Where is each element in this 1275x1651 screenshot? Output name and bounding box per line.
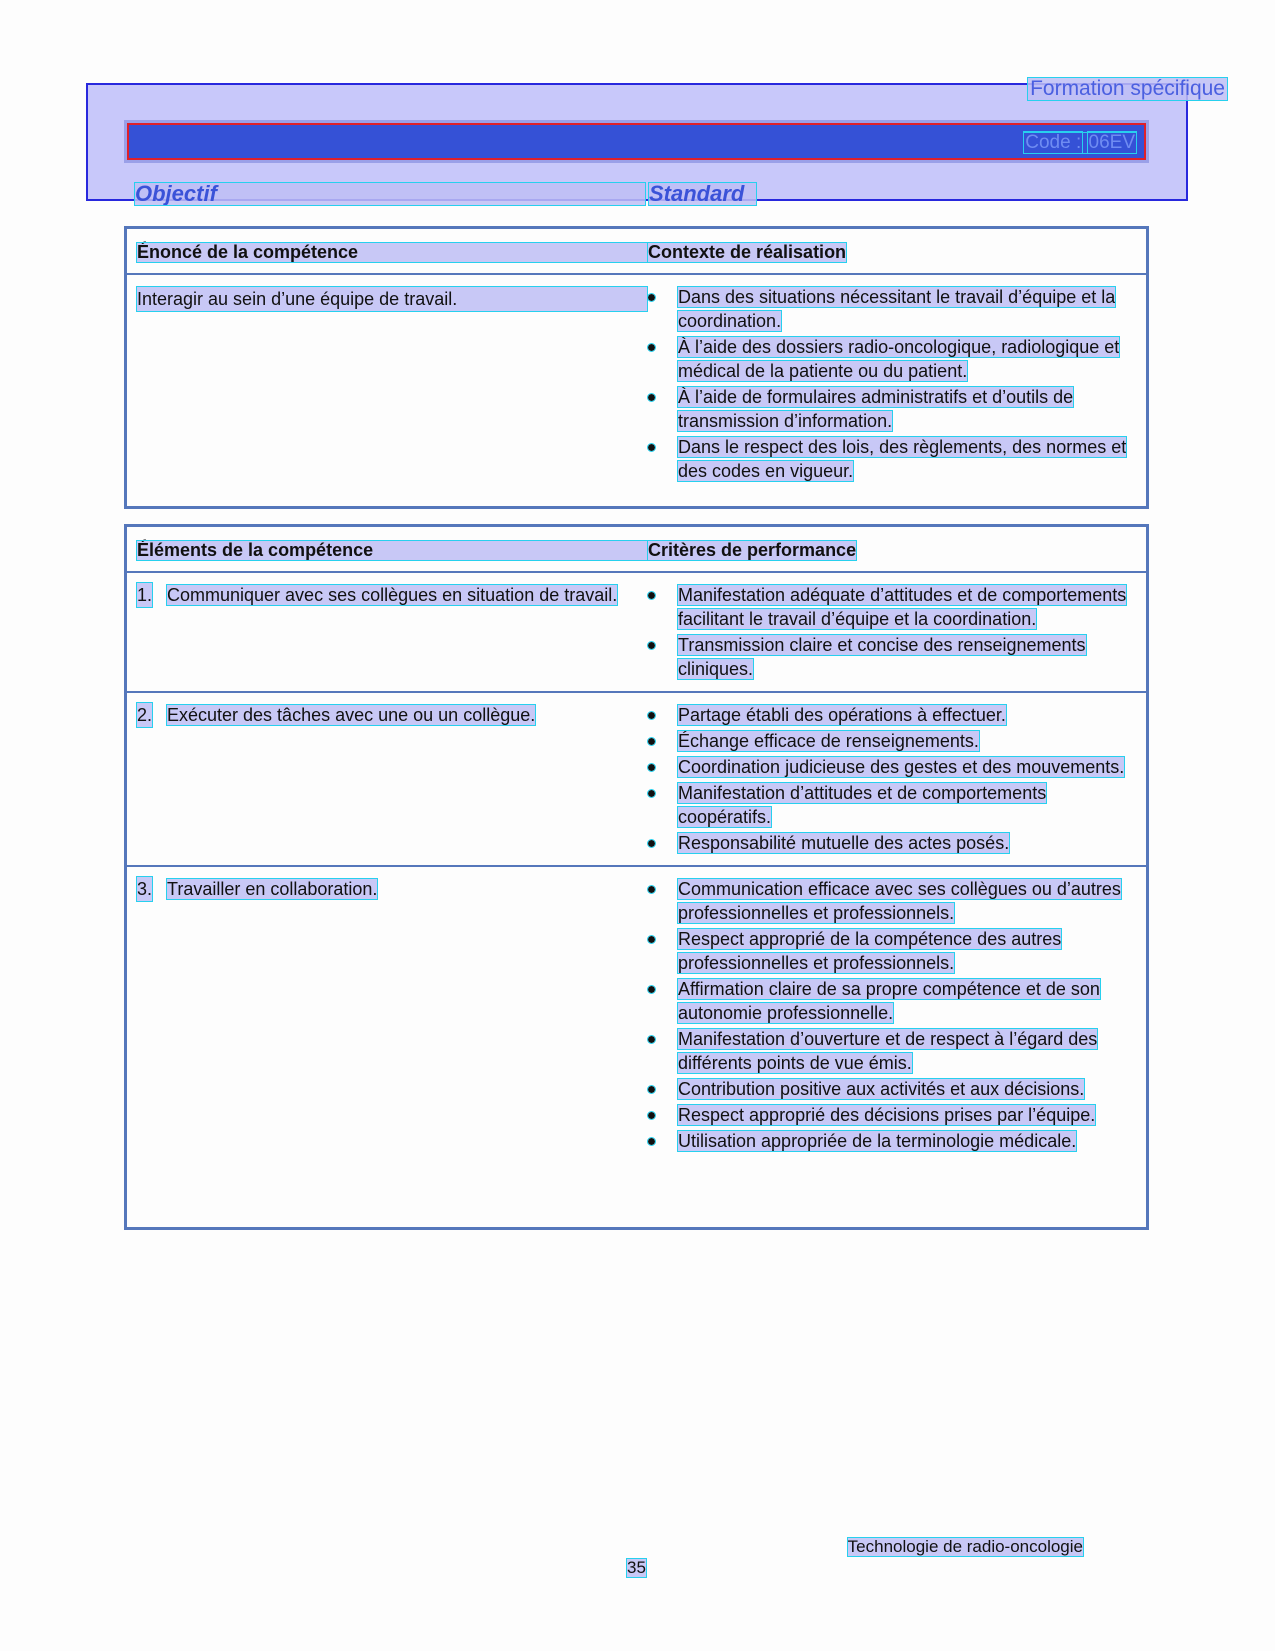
bullet-icon <box>648 1112 655 1119</box>
code-bar <box>124 120 1149 163</box>
element-item <box>137 703 647 727</box>
objective-label <box>135 183 645 205</box>
element-item <box>137 583 647 607</box>
criterion-item <box>648 927 1128 975</box>
competence-statement: Interagir au sein d’une équipe de travail. <box>137 287 647 311</box>
footer-program: Technologie de radio-oncologie <box>847 1537 1083 1556</box>
context-item-text: À l’aide de formulaires administratifs et d’outils de transmission d’information. <box>678 387 1074 431</box>
context-item-text: Dans des situations nécessitant le travail d’équipe et la coordination. <box>678 287 1116 331</box>
elements-rows <box>127 573 1146 1163</box>
element-row <box>127 573 1146 693</box>
context-heading: Contexte de réalisation <box>648 242 847 262</box>
criterion-text: Coordination judicieuse des gestes et des mouvements. <box>678 757 1125 777</box>
competence-statement-box <box>124 226 1149 509</box>
bullet-icon <box>648 790 655 797</box>
element-number: 1. <box>137 585 153 605</box>
context-item <box>648 335 1128 383</box>
bullet-icon <box>648 764 655 771</box>
context-item <box>648 285 1128 333</box>
criterion-item <box>648 583 1128 631</box>
element-text: Communiquer avec ses collègues en situation de travail. <box>167 585 618 605</box>
bullet-icon <box>648 444 655 451</box>
criterion-text: Affirmation claire de sa propre compétence et de son autonomie professionnelle. <box>678 979 1100 1023</box>
bullet-icon <box>648 1138 655 1145</box>
criterion-text: Respect approprié des décisions prises par l’équipe. <box>678 1105 1096 1125</box>
bullet-icon <box>648 294 655 301</box>
context-item-text: Dans le respect des lois, des règlements, des normes et des codes en vigueur. <box>678 437 1127 481</box>
objective-label-text: Objectif <box>135 181 217 206</box>
bullet-icon <box>648 886 655 893</box>
bullet-icon <box>648 738 655 745</box>
criterion-item <box>648 1077 1128 1101</box>
standard-label-text: Standard <box>649 181 745 206</box>
criterion-item <box>648 729 1128 753</box>
element-row <box>127 693 1146 867</box>
criterion-item <box>648 633 1128 681</box>
criterion-text: Contribution positive aux activités et aux décisions. <box>678 1079 1085 1099</box>
competence-row <box>127 275 1146 493</box>
criterion-item <box>648 755 1128 779</box>
bullet-icon <box>648 712 655 719</box>
criteria-heading: Critères de performance <box>648 540 857 560</box>
element-number: 2. <box>137 705 153 725</box>
criterion-text: Manifestation d’attitudes et de comportements coopératifs. <box>678 783 1047 827</box>
elements-box-header <box>127 527 1146 573</box>
criterion-text: Manifestation adéquate d’attitudes et de comportements facilitant le travail d’équipe et la coordination. <box>678 585 1127 629</box>
page-number: 35 <box>627 1558 646 1577</box>
criteria-list <box>648 573 1128 691</box>
standard-label <box>649 183 756 205</box>
criterion-text: Transmission claire et concise des renseignements cliniques. <box>678 635 1086 679</box>
criterion-item <box>648 1103 1128 1127</box>
bullet-icon <box>648 1086 655 1093</box>
criterion-text: Échange efficace de renseignements. <box>678 731 979 751</box>
criterion-item <box>648 1129 1128 1153</box>
bullet-icon <box>648 344 655 351</box>
element-text: Exécuter des tâches avec une ou un collègue. <box>167 705 536 725</box>
criterion-item <box>648 1027 1128 1075</box>
bullet-icon <box>648 1036 655 1043</box>
criterion-text: Partage établi des opérations à effectuer. <box>678 705 1006 725</box>
criterion-text: Manifestation d’ouverture et de respect à l’égard des différents points de vue émis. <box>678 1029 1098 1073</box>
criterion-text: Utilisation appropriée de la terminologie médicale. <box>678 1131 1077 1151</box>
code-bar-inner <box>127 123 1146 160</box>
criterion-item <box>648 781 1128 829</box>
bullet-icon <box>648 936 655 943</box>
element-text: Travailler en collaboration. <box>167 879 378 899</box>
criteria-list <box>648 693 1128 865</box>
criterion-text: Responsabilité mutuelle des actes posés. <box>678 833 1010 853</box>
context-list <box>648 275 1128 493</box>
bullet-icon <box>648 986 655 993</box>
competence-box-header <box>127 229 1146 275</box>
criterion-text: Respect approprié de la compétence des autres professionnelles et professionnels. <box>678 929 1062 973</box>
context-item-text: À l’aide des dossiers radio-oncologique, radiologique et médical de la patiente ou du patient. <box>678 337 1120 381</box>
bullet-icon <box>648 840 655 847</box>
section-title: Formation spécifique <box>1030 77 1225 100</box>
criterion-item <box>648 877 1128 925</box>
code-label: Code : <box>1025 132 1082 153</box>
competency-code <box>1024 133 1136 153</box>
criteria-list <box>648 867 1128 1163</box>
criterion-item <box>648 703 1128 727</box>
elements-heading: Éléments de la compétence <box>137 541 647 560</box>
criterion-item <box>648 977 1128 1025</box>
elements-box <box>124 524 1149 1230</box>
element-item <box>137 877 647 901</box>
element-row <box>127 867 1146 1163</box>
criterion-item <box>648 831 1128 855</box>
element-number: 3. <box>137 879 153 899</box>
criterion-text: Communication efficace avec ses collègues ou d’autres professionnelles et professionnels. <box>678 879 1121 923</box>
bullet-icon <box>648 642 655 649</box>
context-item <box>648 385 1128 433</box>
bullet-icon <box>648 592 655 599</box>
context-item <box>648 435 1128 483</box>
code-value: 06EV <box>1088 132 1135 153</box>
bullet-icon <box>648 394 655 401</box>
competence-statement-heading: Énoncé de la compétence <box>137 243 647 262</box>
